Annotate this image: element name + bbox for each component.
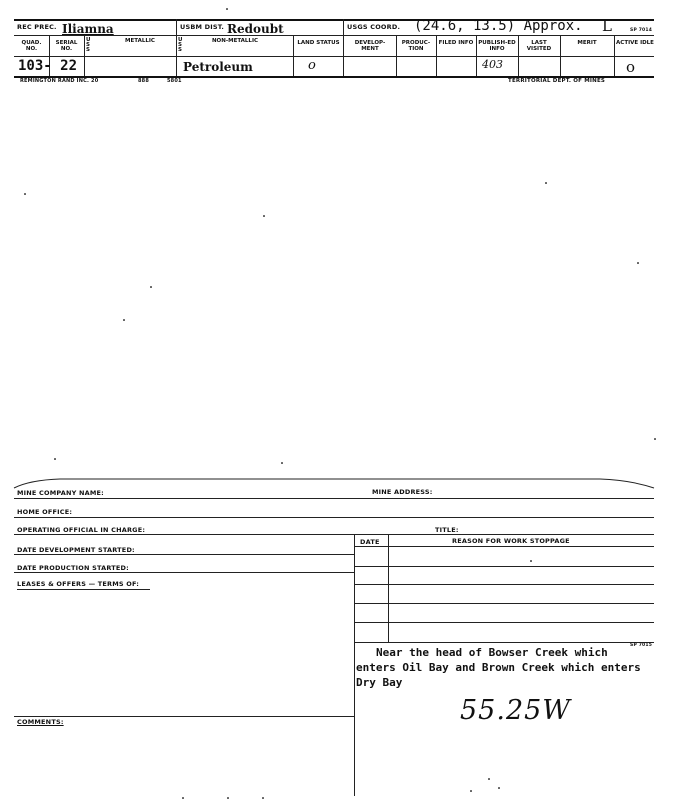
mine-address-label: MINE ADDRESS: (372, 488, 433, 496)
land-status-value: o (308, 58, 316, 73)
col-active-idle: ACTIVE IDLE (616, 40, 654, 46)
speck (24, 193, 26, 195)
stoppage-row (354, 622, 654, 623)
col-metallic: METALLIC (125, 38, 155, 44)
col-merit: MERIT (577, 40, 597, 46)
quad-serial-value: 103- 22 (18, 58, 78, 74)
home-office-label: HOME OFFICE: (17, 508, 73, 516)
usbm-dist-label: USBM DIST. (180, 23, 225, 31)
non-metallic-value: Petroleum (183, 60, 253, 74)
speck (470, 790, 472, 792)
speck (182, 797, 184, 799)
speck (281, 462, 283, 464)
form-number: SP 7014 (630, 28, 653, 33)
footer-code2: 5801 (167, 78, 182, 84)
speck (545, 182, 547, 184)
comments-label: COMMENTS: (17, 718, 64, 726)
footer-left: REMINGTON RAND INC. 20 (20, 78, 99, 84)
stoppage-row (354, 603, 654, 604)
col-production: PRODUC-TION (401, 40, 431, 52)
col-uss: U S S (86, 37, 91, 53)
col-filed-info: FILED INFO (438, 40, 474, 46)
usgs-coord-value: (24.6, 13.5) Approx. (414, 18, 583, 34)
speck (654, 438, 656, 440)
date-production-label: DATE PRODUCTION STARTED: (17, 564, 129, 572)
speck (530, 560, 532, 562)
date-development-label: DATE DEVELOPMENT STARTED: (17, 546, 135, 554)
speck (637, 262, 639, 264)
speck (263, 215, 265, 217)
usbm-dist-value: Redoubt (227, 22, 284, 36)
stoppage-row (354, 566, 654, 567)
rec-prec-value: Iliamna (62, 22, 114, 36)
speck (226, 8, 228, 10)
usgs-coord-label: USGS COORD. (347, 23, 401, 31)
col-quad-no: QUAD. NO. (21, 40, 42, 52)
bottom-form-number: SP 7015 (630, 643, 653, 648)
published-info-value: 403 (482, 58, 503, 71)
col-land-status: LAND STATUS (297, 40, 340, 46)
speck (227, 797, 229, 799)
columns-rule (14, 56, 654, 57)
speck (262, 797, 264, 799)
stoppage-row (354, 584, 654, 585)
col-uss-2: U S S (178, 37, 183, 53)
active-idle-value: o (626, 58, 636, 76)
speck (54, 458, 56, 460)
speck (498, 787, 500, 789)
reason-column-header: REASON FOR WORK STOPPAGE (452, 537, 570, 545)
speck (488, 778, 490, 780)
speck (150, 286, 152, 288)
title-label: TITLE: (435, 526, 459, 534)
location-note: Near the head of Bowser Creek which enters Oil Bay and Brown Creek which enters Dry Bay (356, 646, 641, 689)
col-last-visited: LAST VISITED (526, 40, 552, 52)
stoppage-row (354, 642, 654, 643)
col-non-metallic: NON-METALLIC (211, 38, 259, 44)
speck (123, 319, 125, 321)
col-published-info: PUBLISH-ED INFO (478, 40, 516, 52)
operating-official-label: OPERATING OFFICIAL IN CHARGE: (17, 526, 146, 534)
footer-right: TERRITORIAL DEPT. OF MINES (508, 78, 606, 84)
col-development: DEVELOP-MENT (354, 40, 386, 52)
date-column-header: DATE (360, 538, 380, 546)
leases-label: LEASES & OFFERS — TERMS OF: (17, 580, 140, 588)
col-serial-no: SERIAL NO. (55, 40, 78, 52)
rec-prec-label: REC PREC. (17, 23, 57, 31)
corner-mark: L (602, 17, 612, 35)
handwritten-note: 55.25W (460, 695, 572, 726)
footer-code1: 888 (138, 78, 150, 84)
mine-company-name-label: MINE COMPANY NAME: (17, 489, 104, 497)
